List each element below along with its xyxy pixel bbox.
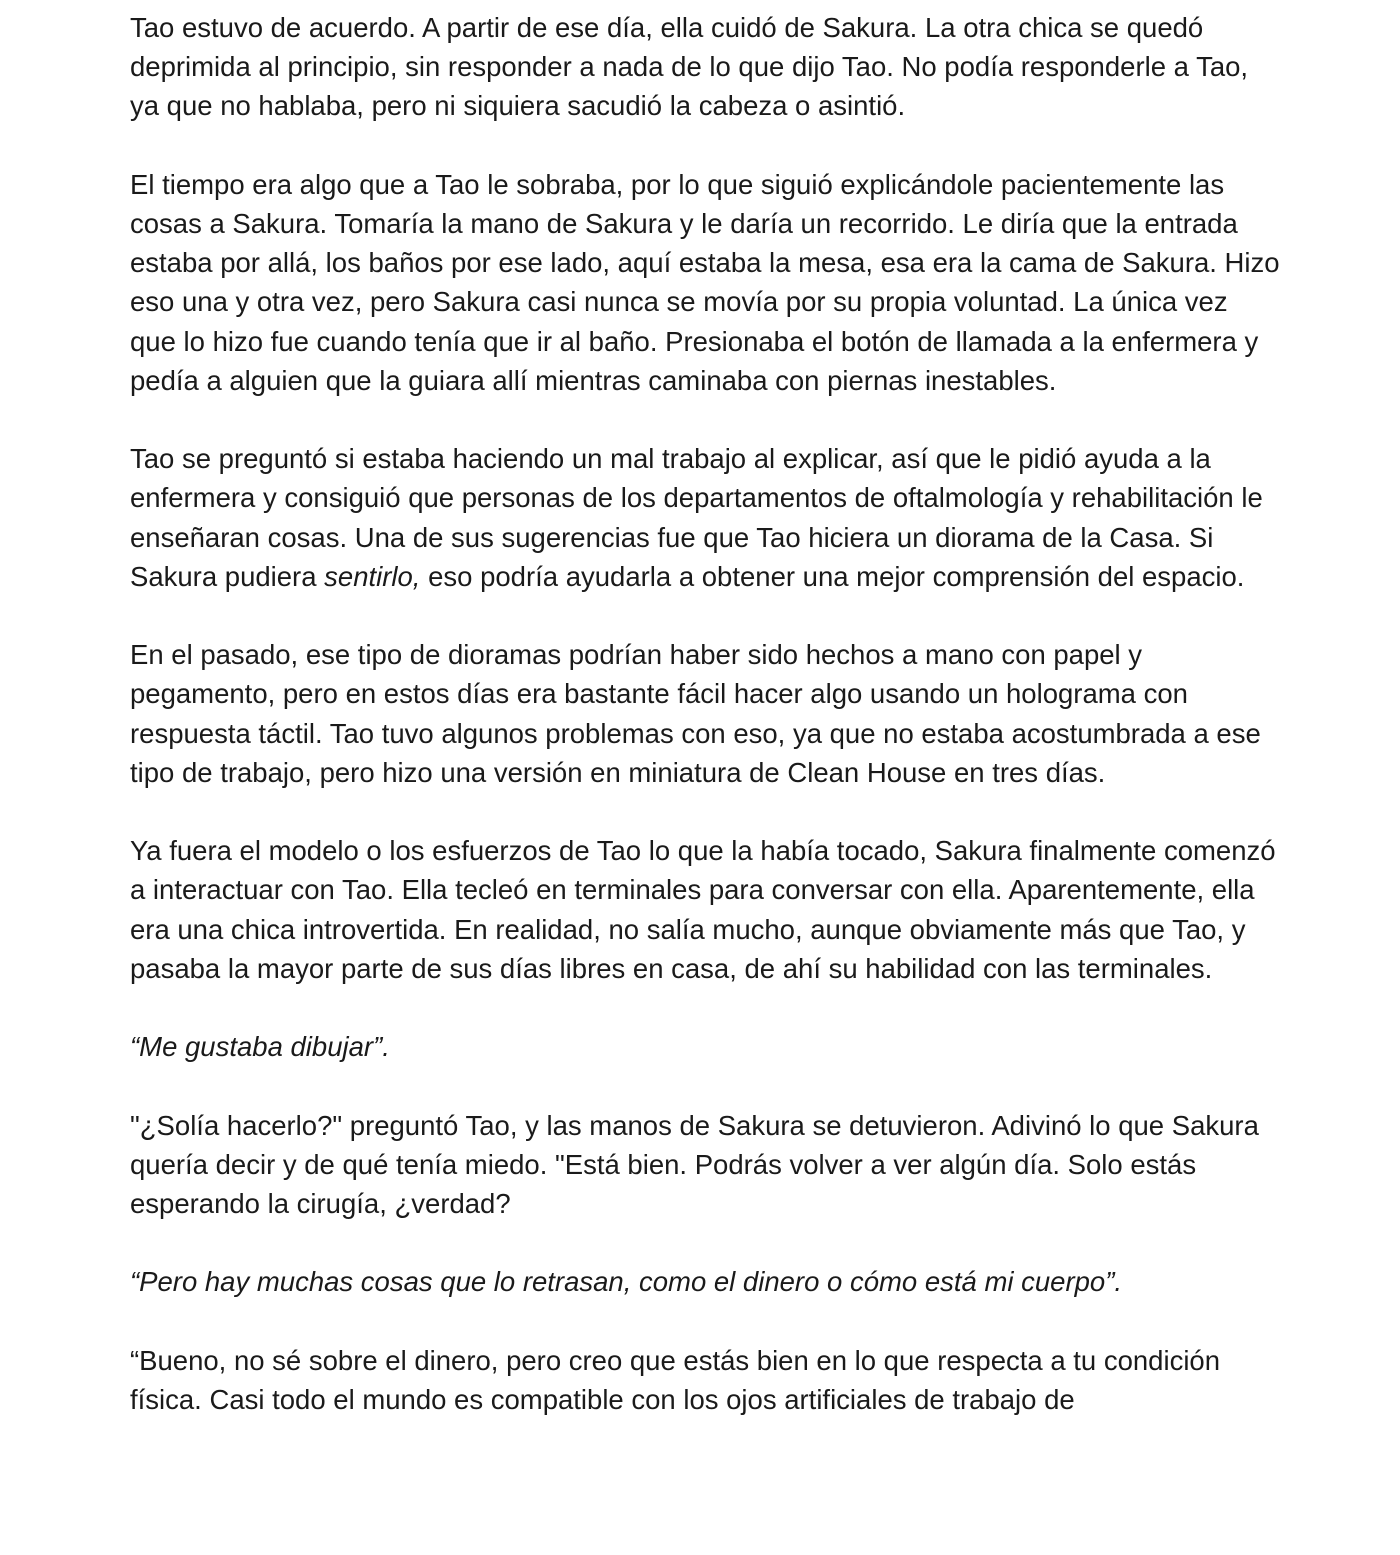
document-page <box>130 8 1280 1458</box>
paragraph-5: Ya fuera el modelo o los esfuerzos de Tao lo que la había tocado, Sakura finalmente comenzó a interactuar con Tao. Ella tecleó en terminales para conversar con ella. Aparentemente, ella era una chica introvertida. En realidad, no salía mucho, aunque obviamente más que Tao, y pasaba la mayor parte de sus días libres en casa, de ahí su habilidad con las terminales. <box>130 835 1276 984</box>
paragraph-7: "¿Solía hacerlo?" preguntó Tao, y las manos de Sakura se detuvieron. Adivinó lo que Sakura quería decir y de qué tenía miedo. "Está bien. Podrás volver a ver algún día. Solo estás esperando la cirugía, ¿verdad? <box>130 1109 1259 1219</box>
paragraph-3-text-before: Tao se preguntó si estaba haciendo un mal trabajo al explicar, así que le pidió ayuda a la enfermera y consiguió que personas de los departamentos de oftalmología y rehabilitación le enseñaran cosas. Una de sus sugerencias fue que Tao hiciera un diorama de la Casa. Si Sakura pudiera <box>130 443 1263 592</box>
paragraph-4: En el pasado, ese tipo de dioramas podrían haber sido hechos a mano con papel y pegamento, pero en estos días era bastante fácil hacer algo usando un holograma con respuesta táctil. Tao tuvo algunos problemas con eso, ya que no estaba acostumbrada a ese tipo de trabajo, pero hizo una versión en miniatura de Clean House en tres días. <box>130 639 1261 788</box>
paragraph-9: “Bueno, no sé sobre el dinero, pero creo que estás bien en lo que respecta a tu condición física. Casi todo el mundo es compatible con los ojos artificiales de trabajo de <box>130 1344 1221 1415</box>
paragraph-3-emphasis: sentirlo, <box>324 560 421 592</box>
paragraph-3 <box>130 439 1280 596</box>
paragraph-2: El tiempo era algo que a Tao le sobraba, por lo que siguió explicándole pacientemente las cosas a Sakura. Tomaría la mano de Sakura y le daría un recorrido. Le diría que la entrada estaba por allá, los baños por ese lado, aquí estaba la mesa, esa era la cama de Sakura. Hizo eso una y otra vez, pero Sakura casi nunca se movía por su propia voluntad. La única vez que lo hizo fue cuando tenía que ir al baño. Presionaba el botón de llamada a la enfermera y pedía a alguien que la guiara allí mientras caminaba con piernas inestables. <box>130 168 1280 396</box>
paragraph-1: Tao estuvo de acuerdo. A partir de ese día, ella cuidó de Sakura. La otra chica se quedó deprimida al principio, sin responder a nada de lo que dijo Tao. No podía responderle a Tao, ya que no hablaba, pero ni siquiera sacudió la cabeza o asintió. <box>130 12 1249 122</box>
paragraph-3-text-after: eso podría ayudarla a obtener una mejor comprensión del espacio. <box>420 560 1245 592</box>
paragraph-6-dialogue: “Me gustaba dibujar”. <box>130 1031 390 1063</box>
paragraph-8-dialogue: “Pero hay muchas cosas que lo retrasan, como el dinero o cómo está mi cuerpo”. <box>130 1266 1123 1298</box>
